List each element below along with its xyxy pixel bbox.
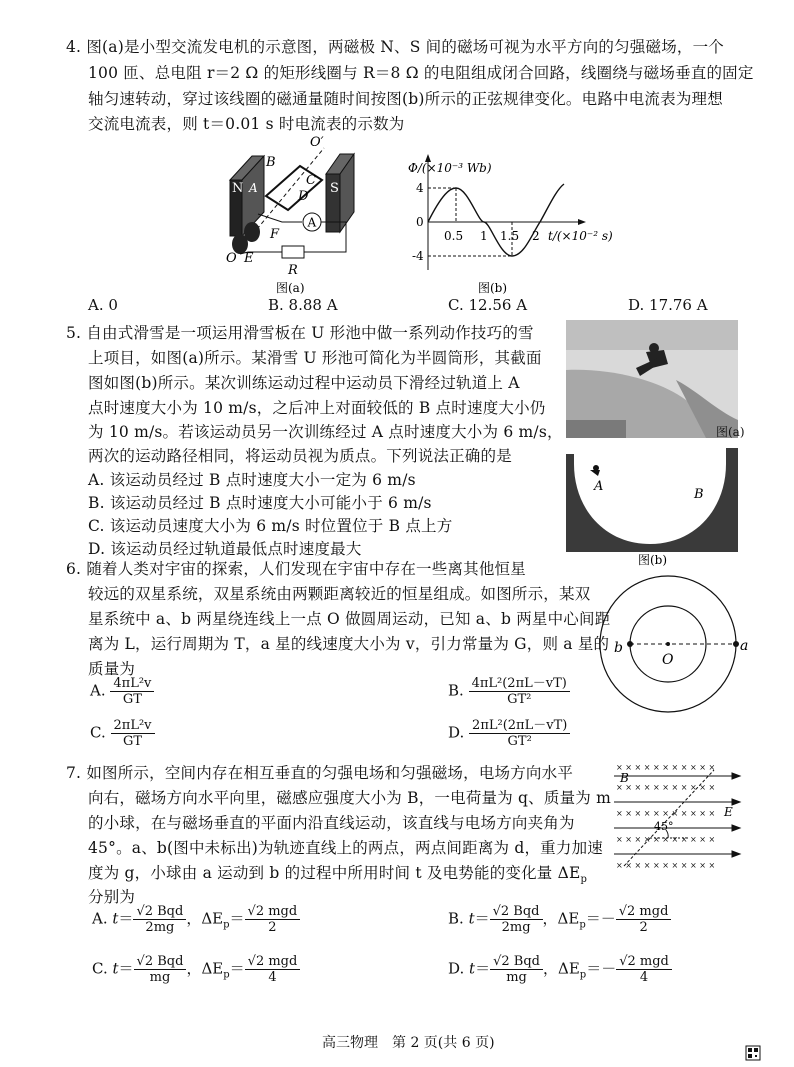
q4-line-3: 轴匀速转动，穿过该线圈的磁通量随时间按图(b)所示的正弦规律变化。电路中电流表为理想	[88, 90, 723, 108]
q7-line-3: 的小球，在与磁场垂直的平面内沿直线运动，该直线与电场方向夹角为	[88, 814, 575, 832]
flux-graph	[398, 150, 628, 300]
numerator: √2 mgd	[245, 954, 301, 970]
q6-option-c[interactable]	[90, 718, 155, 749]
time-fraction	[490, 904, 543, 935]
q6-line-5: 质量为	[88, 660, 136, 678]
label-F: F	[270, 227, 280, 242]
magnetic-field-label: B	[620, 771, 629, 785]
q6-line-1: 6. 随着人类对宇宙的探索，人们发现在宇宙中存在一些离其他恒星	[66, 560, 526, 578]
cross-section-caption: 图(b)	[638, 553, 668, 567]
halfpipe-photo	[566, 320, 745, 439]
q7-line-5	[88, 862, 587, 891]
figure-b-caption: 图(b)	[478, 281, 508, 295]
sign: －	[601, 959, 617, 978]
flux-axis-label: Φ/(×10⁻³ Wb)	[408, 161, 492, 175]
q5-option-b[interactable]: B. 该运动员经过 B 点时速度大小可能小于 6 m/s	[88, 494, 432, 512]
q4-line-1: 4. 图(a)是小型交流发电机的示意图，两磁极 N、S 间的磁场可视为水平方向的匀强磁场，一个	[66, 38, 724, 56]
option-label: B.	[448, 681, 464, 700]
numerator: √2 Bqd	[134, 954, 187, 970]
q4-option-d[interactable]: D. 17.76 A	[628, 296, 708, 314]
ytick-neg4: -4	[412, 249, 424, 263]
point-A-label: A	[594, 479, 604, 494]
xtick-0.5: 0.5	[444, 229, 464, 243]
figure-a-caption: 图(a)	[276, 281, 305, 295]
fraction	[469, 718, 570, 749]
denominator: GT	[122, 734, 143, 749]
q5-option-d[interactable]: D. 该运动员经过轨道最低点时速度最大	[88, 540, 362, 558]
label-B: B	[266, 155, 276, 170]
fraction	[469, 676, 570, 707]
halfpipe-cross-section	[566, 446, 742, 566]
denominator: 2mg	[501, 920, 531, 935]
q6-line-2: 较远的双星系统，双星系统由两颗距离较近的恒星组成。如图所示，某双	[88, 585, 591, 603]
denominator: 4	[268, 970, 277, 985]
fraction	[110, 676, 154, 707]
option-label: C.	[92, 959, 108, 978]
time-axis-label: t/(×10⁻² s)	[548, 229, 613, 243]
denominator: GT	[122, 692, 142, 707]
q7-option-d[interactable]: D. t＝ $\frac{\text{√2 Bqd}}{mg}$ ，$\Delta E_p=-$ $\frac{\text{√2 mgd}}{4}$	[448, 954, 672, 985]
ammeter-label: A	[307, 215, 317, 230]
q4-option-b[interactable]: B. 8.88 A	[268, 296, 338, 314]
time-fraction	[134, 954, 187, 985]
photo-caption: 图(a)	[716, 425, 745, 439]
label-E: E	[244, 251, 254, 266]
denominator: mg	[506, 970, 527, 985]
q7-line-5-text: 度为 g，小球由 a 运动到 b 的过程中所用时间 t 及电势能的变化量 ΔE	[88, 864, 581, 882]
generator-figure	[222, 136, 362, 296]
option-label: C.	[90, 723, 106, 742]
energy-fraction	[245, 954, 301, 985]
option-label: D.	[448, 723, 465, 742]
label-N: N	[232, 181, 244, 196]
denominator: 4	[639, 970, 649, 985]
numerator: √2 Bqd	[490, 954, 543, 970]
numerator: 4πL²v	[110, 676, 154, 692]
option-label: B.	[448, 909, 464, 928]
numerator: 4πL²(2πL－vT)	[469, 676, 570, 692]
q5-line-6: 两次的运动路径相同，将运动员视为质点。下列说法正确的是	[88, 447, 512, 465]
q7-line-2: 向右，磁场方向水平向里，磁感应强度大小为 B，一电荷量为 q、质量为 m	[88, 789, 611, 807]
star-a-label: a	[740, 638, 749, 654]
q7-line-6: 分别为	[88, 888, 136, 906]
label-O: O	[226, 251, 237, 266]
center-O-label: O	[662, 652, 674, 668]
svg-text:× × × × × × × × × × ×: × × × × × × × × × × ×	[616, 783, 716, 792]
xtick-1: 1	[480, 229, 488, 243]
time-fraction	[133, 904, 186, 935]
svg-text:× × × × × × × × × × ×: × × × × × × × × × × ×	[616, 835, 716, 844]
q6-line-3: 星系统中 a、b 两星绕连线上一点 O 做圆周运动，已知 a、b 两星中心间距	[88, 610, 611, 628]
numerator: √2 mgd	[616, 904, 672, 920]
ytick-0: 0	[416, 215, 424, 229]
q7-line-4: 45°。a、b(图中未标出)为轨迹直线上的两点，两点间距离为 d，重力加速	[88, 839, 603, 857]
sign: －	[600, 909, 616, 928]
qr-code-icon	[746, 1046, 760, 1060]
q5-line-2: 上项目，如图(a)所示。某滑雪 U 形池可简化为半圆筒形，其截面	[88, 349, 542, 367]
q5-line-5: 为 10 m/s。若该运动员另一次训练经过 A 点时速度大小为 6 m/s，	[88, 423, 563, 441]
label-D: D	[298, 189, 309, 204]
q6-option-a[interactable]	[90, 676, 154, 707]
angle-label: 45°	[654, 820, 674, 833]
star-b-label: b	[614, 640, 623, 656]
denominator: 2mg	[145, 920, 175, 935]
fraction	[111, 718, 155, 749]
energy-fraction	[245, 904, 301, 935]
subscript-p: p	[580, 874, 588, 886]
numerator: √2 Bqd	[490, 904, 543, 920]
ytick-4: 4	[416, 181, 424, 195]
q4-line-2: 100 匝、总电阻 r＝2 Ω 的矩形线圈与 R＝8 Ω 的电阻组成闭合回路，线圈绕与磁场垂直的固定	[88, 64, 754, 82]
denominator: GT²	[507, 734, 532, 749]
denominator: mg	[149, 970, 171, 985]
denominator: GT²	[507, 692, 532, 707]
q6-option-b[interactable]	[448, 676, 570, 707]
q4-option-a[interactable]: A. 0	[88, 296, 118, 314]
numerator: √2 mgd	[616, 954, 672, 970]
label-C: C	[306, 173, 316, 188]
numerator: √2 Bqd	[133, 904, 186, 920]
point-B-label: B	[694, 487, 704, 502]
q5-option-c[interactable]: C. 该运动员速度大小为 6 m/s 时位置位于 B 点上方	[88, 517, 453, 535]
svg-text:× × × × × × × × × × ×: × × × × × × × × × × ×	[616, 809, 716, 818]
xtick-1.5: 1.5	[500, 229, 520, 243]
q6-line-4: 离为 L，运行周期为 T，a 星的线速度大小为 v，引力常量为 G，则 a 星的	[88, 635, 610, 653]
option-label: D.	[448, 959, 465, 978]
denominator: 2	[268, 920, 277, 935]
q5-option-a[interactable]: A. 该运动员经过 B 点时速度大小一定为 6 m/s	[88, 471, 416, 489]
time-fraction	[490, 954, 543, 985]
svg-text:× × × × × × × × × × ×: × × × × × × × × × × ×	[616, 861, 716, 870]
label-O-prime: O′	[310, 135, 324, 150]
numerator: 2πL²v	[111, 718, 155, 734]
xtick-2: 2	[532, 229, 540, 243]
numerator: 2πL²(2πL－vT)	[469, 718, 570, 734]
option-label: A.	[90, 681, 106, 700]
label-R: R	[288, 263, 298, 278]
q7-line-1: 7. 如图所示，空间内存在相互垂直的匀强电场和匀强磁场，电场方向水平	[66, 764, 574, 782]
q4-option-c[interactable]: C. 12.56 A	[448, 296, 528, 314]
q7-option-a[interactable]: A. t＝ $\frac{\text{√2 Bqd}}{2mg}$ ，$\Delta E_p=$ $\frac{\text{√2 mgd}}{2}$	[92, 904, 300, 935]
energy-fraction	[616, 954, 672, 985]
label-S: S	[330, 181, 339, 196]
q5-line-4: 点时速度大小为 10 m/s，之后冲上对面较低的 B 点时速度大小仍	[88, 399, 546, 417]
electric-field-label: E	[724, 805, 733, 819]
field-diagram	[610, 762, 750, 880]
q5-line-1: 5. 自由式滑雪是一项运用滑雪板在 U 形池中做一系列动作技巧的雪	[66, 324, 534, 342]
q7-option-b[interactable]: B. t＝ $\frac{\text{√2 Bqd}}{2mg}$ ，$\Delta E_p=-$ $\frac{\text{√2 mgd}}{2}$	[448, 904, 671, 935]
q6-option-d[interactable]	[448, 718, 570, 749]
energy-fraction	[616, 904, 672, 935]
label-A-coil: A	[249, 181, 258, 195]
svg-text:× × × × × × × × × × ×: × × × × × × × × × × ×	[616, 763, 716, 772]
page-footer: 高三物理 第 2 页(共 6 页)	[322, 1035, 495, 1051]
q5-line-3: 图如图(b)所示。某次训练运动过程中运动员下滑经过轨道上 A	[88, 374, 520, 392]
option-label: A.	[92, 909, 108, 928]
denominator: 2	[639, 920, 648, 935]
q7-option-c[interactable]: C. t＝ $\frac{\text{√2 Bqd}}{mg}$ ，$\Delta E_p=$ $\frac{\text{√2 mgd}}{4}$	[92, 954, 300, 985]
q4-line-4: 交流电流表，则 t＝0.01 s 时电流表的示数为	[88, 115, 405, 133]
binary-star-diagram	[596, 572, 756, 722]
numerator: √2 mgd	[245, 904, 301, 920]
